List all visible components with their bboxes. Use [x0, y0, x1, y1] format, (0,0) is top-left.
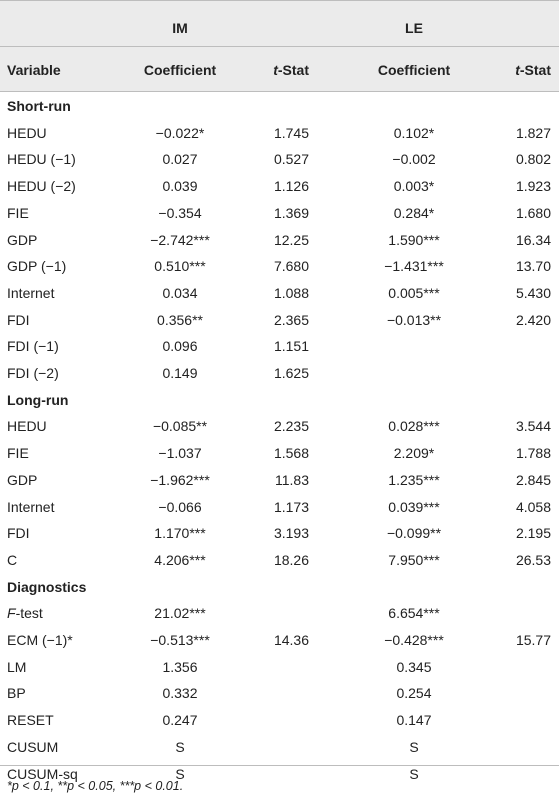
row-label: FIE — [7, 445, 29, 461]
coefficient-cell: 6.654*** — [388, 605, 440, 621]
coefficient-cell: 0.356** — [157, 312, 203, 328]
tstat-cell: 2.420 — [515, 312, 551, 328]
tstat-cell: 5.430 — [515, 285, 551, 301]
coefficient-cell: 0.102* — [393, 125, 435, 141]
row-label: HEDU — [7, 418, 47, 434]
tstat-cell: 1.173 — [273, 499, 309, 515]
row-label: HEDU — [7, 125, 47, 141]
row-label: RESET — [7, 712, 54, 728]
tstat-cell: 3.193 — [273, 525, 309, 541]
coefficient-cell: 0.332 — [162, 685, 198, 701]
table-bottom-rule — [0, 765, 559, 766]
tstat-cell: 1.625 — [273, 365, 309, 381]
column-header-le-coefficient: Coefficient — [377, 62, 451, 78]
row-label: GDP (−1) — [7, 258, 67, 274]
coefficient-cell: −0.002 — [392, 151, 436, 167]
row-label: FDI (−1) — [7, 338, 59, 354]
coefficient-cell: 1.356 — [162, 659, 198, 675]
row-label: F-test — [7, 605, 43, 621]
tstat-cell: 0.527 — [273, 151, 309, 167]
coefficient-cell: S — [175, 739, 185, 755]
section-header: Short-run — [7, 98, 71, 114]
coefficient-cell: −1.037 — [158, 445, 202, 461]
tstat-cell: 2.195 — [515, 525, 551, 541]
column-header-le-tstat: t-Stat — [515, 62, 551, 78]
row-label: GDP — [7, 232, 38, 248]
tstat-cell: 1.568 — [273, 445, 309, 461]
column-header-variable: Variable — [7, 62, 61, 78]
coefficient-cell: 0.345 — [396, 659, 432, 675]
group-header-le: LE — [405, 20, 423, 36]
row-label: CUSUM — [7, 739, 59, 755]
tstat-cell: 1.680 — [515, 205, 551, 221]
coefficient-cell: 2.209* — [393, 445, 435, 461]
tstat-cell: 1.788 — [515, 445, 551, 461]
tstat-cell: 1.088 — [273, 285, 309, 301]
row-label: FDI — [7, 525, 30, 541]
coefficient-cell: 21.02*** — [154, 605, 206, 621]
tstat-cell: 1.923 — [515, 178, 551, 194]
coefficient-cell: 0.039*** — [388, 499, 440, 515]
coefficient-cell: −0.428*** — [384, 632, 444, 648]
row-label: ECM (−1)* — [7, 632, 73, 648]
coefficient-cell: S — [409, 766, 419, 782]
coefficient-cell: 0.027 — [162, 151, 198, 167]
coefficient-cell: −2.742*** — [150, 232, 210, 248]
tstat-cell: 1.126 — [273, 178, 309, 194]
row-label: HEDU (−2) — [7, 178, 76, 194]
coefficient-cell: 0.028*** — [388, 418, 440, 434]
section-header: Long-run — [7, 392, 69, 408]
coefficient-cell: S — [409, 739, 419, 755]
tstat-cell: 1.369 — [273, 205, 309, 221]
tstat-cell: 26.53 — [515, 552, 551, 568]
tstat-cell: 14.36 — [273, 632, 309, 648]
group-header-rule — [0, 46, 559, 47]
coefficient-cell: 1.170*** — [154, 525, 206, 541]
coefficient-cell: −1.431*** — [384, 258, 444, 274]
coefficient-cell: −0.066 — [158, 499, 202, 515]
tstat-cell: 11.83 — [275, 472, 309, 488]
coefficient-cell: 0.149 — [162, 365, 198, 381]
tstat-cell: 2.845 — [515, 472, 551, 488]
coefficient-cell: 0.254 — [396, 685, 432, 701]
row-label: BP — [7, 685, 26, 701]
coefficient-cell: 0.005*** — [388, 285, 440, 301]
coefficient-cell: 0.096 — [162, 338, 198, 354]
table-footnote: *p < 0.1, **p < 0.05, ***p < 0.01. — [7, 779, 184, 793]
coefficient-cell: 1.590*** — [388, 232, 440, 248]
coefficient-cell: 0.247 — [162, 712, 198, 728]
row-label: FDI (−2) — [7, 365, 59, 381]
coefficient-cell: 7.950*** — [388, 552, 440, 568]
column-header-rule — [0, 91, 559, 92]
tstat-cell: 1.827 — [515, 125, 551, 141]
tstat-cell: 2.365 — [273, 312, 309, 328]
coefficient-cell: 0.510*** — [154, 258, 206, 274]
row-label: FIE — [7, 205, 29, 221]
tstat-cell: 1.745 — [273, 125, 309, 141]
row-label: LM — [7, 659, 27, 675]
group-header-im: IM — [172, 20, 188, 36]
coefficient-cell: −0.085** — [152, 418, 208, 434]
coefficient-cell: −1.962*** — [150, 472, 210, 488]
tstat-cell: 15.77 — [515, 632, 551, 648]
coefficient-cell: −0.099** — [386, 525, 442, 541]
tstat-cell: 12.25 — [273, 232, 309, 248]
coefficient-cell: 0.034 — [162, 285, 198, 301]
coefficient-cell: 4.206*** — [154, 552, 206, 568]
coefficient-cell: −0.354 — [158, 205, 202, 221]
tstat-cell: 3.544 — [515, 418, 551, 434]
coefficient-cell: 0.147 — [396, 712, 432, 728]
tstat-cell: 0.802 — [515, 151, 551, 167]
tstat-cell: 13.70 — [515, 258, 551, 274]
coefficient-cell: 0.003* — [393, 178, 435, 194]
tstat-cell: 16.34 — [515, 232, 551, 248]
coefficient-cell: −0.013** — [386, 312, 442, 328]
tstat-cell: 2.235 — [273, 418, 309, 434]
coefficient-cell: S — [175, 766, 185, 782]
coefficient-cell: −0.022* — [155, 125, 205, 141]
coefficient-cell: 1.235*** — [388, 472, 440, 488]
tstat-cell: 18.26 — [273, 552, 309, 568]
coefficient-cell: −0.513*** — [150, 632, 210, 648]
table-top-rule — [0, 0, 559, 1]
tstat-cell: 1.151 — [273, 338, 309, 354]
row-label: Internet — [7, 499, 55, 515]
column-header-im-coefficient: Coefficient — [143, 62, 217, 78]
coefficient-cell: 0.284* — [393, 205, 435, 221]
row-label: FDI — [7, 312, 30, 328]
tstat-cell: 4.058 — [515, 499, 551, 515]
tstat-cell: 7.680 — [273, 258, 309, 274]
row-label: HEDU (−1) — [7, 151, 76, 167]
row-label: Internet — [7, 285, 55, 301]
row-label: CUSUM-sq — [7, 766, 78, 782]
column-header-im-tstat: t-Stat — [273, 62, 309, 78]
row-label: GDP — [7, 472, 38, 488]
coefficient-cell: 0.039 — [162, 178, 198, 194]
section-header: Diagnostics — [7, 579, 87, 595]
row-label: C — [7, 552, 18, 568]
